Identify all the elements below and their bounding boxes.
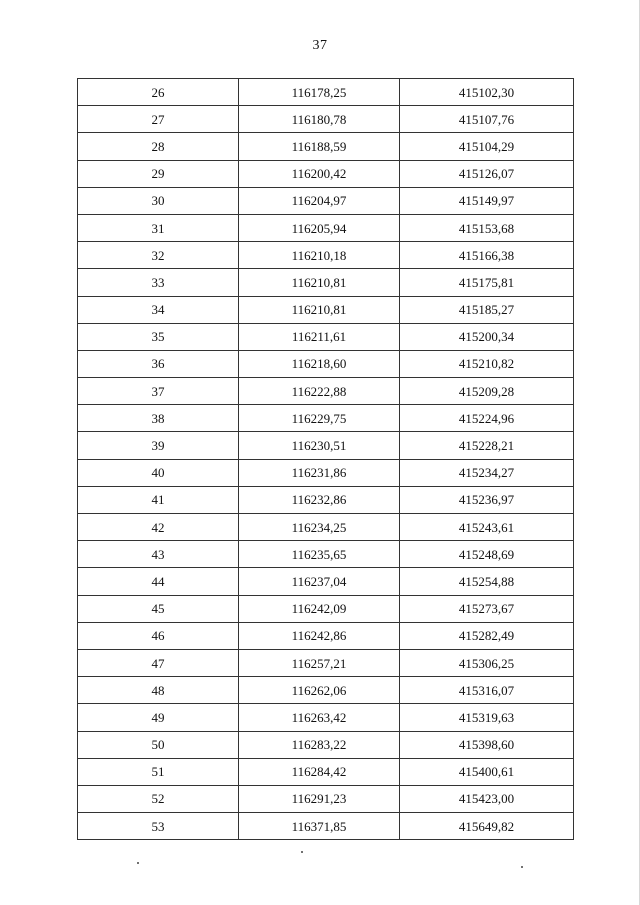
point-number-cell: 49	[78, 704, 239, 731]
table-row	[78, 704, 574, 731]
table-row	[78, 269, 574, 296]
point-number-cell: 26	[78, 79, 239, 106]
x-coordinate-cell: 116200,42	[239, 160, 400, 187]
x-coordinate-cell: 116218,60	[239, 350, 400, 377]
x-coordinate-cell: 116210,81	[239, 296, 400, 323]
table-row	[78, 541, 574, 568]
table-row	[78, 595, 574, 622]
table-row	[78, 296, 574, 323]
point-number-cell: 50	[78, 731, 239, 758]
x-coordinate-cell: 116188,59	[239, 133, 400, 160]
point-number-cell: 42	[78, 514, 239, 541]
point-number-cell: 36	[78, 350, 239, 377]
x-coordinate-cell: 116204,97	[239, 187, 400, 214]
x-coordinate-cell: 116178,25	[239, 79, 400, 106]
x-coordinate-cell: 116235,65	[239, 541, 400, 568]
x-coordinate-cell: 116234,25	[239, 514, 400, 541]
table-row	[78, 731, 574, 758]
scan-speck	[521, 866, 523, 868]
point-number-cell: 35	[78, 323, 239, 350]
y-coordinate-cell: 415273,67	[400, 595, 574, 622]
table-row	[78, 214, 574, 241]
x-coordinate-cell: 116257,21	[239, 649, 400, 676]
point-number-cell: 40	[78, 459, 239, 486]
y-coordinate-cell: 415175,81	[400, 269, 574, 296]
table-row	[78, 405, 574, 432]
y-coordinate-cell: 415210,82	[400, 350, 574, 377]
coordinates-table-body	[78, 79, 574, 840]
point-number-cell: 44	[78, 568, 239, 595]
y-coordinate-cell: 415316,07	[400, 677, 574, 704]
y-coordinate-cell: 415400,61	[400, 758, 574, 785]
point-number-cell: 37	[78, 378, 239, 405]
x-coordinate-cell: 116291,23	[239, 785, 400, 812]
point-number-cell: 38	[78, 405, 239, 432]
table-row	[78, 486, 574, 513]
table-row	[78, 106, 574, 133]
y-coordinate-cell: 415306,25	[400, 649, 574, 676]
x-coordinate-cell: 116284,42	[239, 758, 400, 785]
x-coordinate-cell: 116263,42	[239, 704, 400, 731]
table-row	[78, 323, 574, 350]
x-coordinate-cell: 116242,09	[239, 595, 400, 622]
scan-speck	[301, 851, 303, 853]
point-number-cell: 31	[78, 214, 239, 241]
table-row	[78, 187, 574, 214]
table-row	[78, 160, 574, 187]
table-row	[78, 622, 574, 649]
y-coordinate-cell: 415398,60	[400, 731, 574, 758]
y-coordinate-cell: 415224,96	[400, 405, 574, 432]
point-number-cell: 30	[78, 187, 239, 214]
table-row	[78, 813, 574, 840]
table-row	[78, 785, 574, 812]
point-number-cell: 33	[78, 269, 239, 296]
point-number-cell: 51	[78, 758, 239, 785]
scan-speck	[137, 862, 139, 864]
y-coordinate-cell: 415102,30	[400, 79, 574, 106]
y-coordinate-cell: 415319,63	[400, 704, 574, 731]
table-row	[78, 514, 574, 541]
table-row	[78, 568, 574, 595]
point-number-cell: 47	[78, 649, 239, 676]
point-number-cell: 48	[78, 677, 239, 704]
y-coordinate-cell: 415423,00	[400, 785, 574, 812]
table-row	[78, 649, 574, 676]
x-coordinate-cell: 116230,51	[239, 432, 400, 459]
coordinates-table	[77, 78, 574, 840]
point-number-cell: 39	[78, 432, 239, 459]
y-coordinate-cell: 415200,34	[400, 323, 574, 350]
y-coordinate-cell: 415149,97	[400, 187, 574, 214]
x-coordinate-cell: 116210,18	[239, 242, 400, 269]
x-coordinate-cell: 116371,85	[239, 813, 400, 840]
x-coordinate-cell: 116222,88	[239, 378, 400, 405]
x-coordinate-cell: 116210,81	[239, 269, 400, 296]
table-row	[78, 677, 574, 704]
x-coordinate-cell: 116211,61	[239, 323, 400, 350]
y-coordinate-cell: 415104,29	[400, 133, 574, 160]
y-coordinate-cell: 415107,76	[400, 106, 574, 133]
point-number-cell: 45	[78, 595, 239, 622]
y-coordinate-cell: 415649,82	[400, 813, 574, 840]
table-row	[78, 350, 574, 377]
point-number-cell: 43	[78, 541, 239, 568]
x-coordinate-cell: 116262,06	[239, 677, 400, 704]
point-number-cell: 32	[78, 242, 239, 269]
y-coordinate-cell: 415209,28	[400, 378, 574, 405]
y-coordinate-cell: 415254,88	[400, 568, 574, 595]
y-coordinate-cell: 415126,07	[400, 160, 574, 187]
table-row	[78, 432, 574, 459]
point-number-cell: 34	[78, 296, 239, 323]
y-coordinate-cell: 415236,97	[400, 486, 574, 513]
y-coordinate-cell: 415282,49	[400, 622, 574, 649]
x-coordinate-cell: 116229,75	[239, 405, 400, 432]
x-coordinate-cell: 116205,94	[239, 214, 400, 241]
page-number: 37	[312, 38, 328, 53]
y-coordinate-cell: 415248,69	[400, 541, 574, 568]
y-coordinate-cell: 415153,68	[400, 214, 574, 241]
table-row	[78, 242, 574, 269]
table-row	[78, 133, 574, 160]
y-coordinate-cell: 415166,38	[400, 242, 574, 269]
table-row	[78, 758, 574, 785]
y-coordinate-cell: 415243,61	[400, 514, 574, 541]
point-number-cell: 53	[78, 813, 239, 840]
x-coordinate-cell: 116237,04	[239, 568, 400, 595]
point-number-cell: 52	[78, 785, 239, 812]
y-coordinate-cell: 415234,27	[400, 459, 574, 486]
y-coordinate-cell: 415228,21	[400, 432, 574, 459]
x-coordinate-cell: 116231,86	[239, 459, 400, 486]
table-row	[78, 378, 574, 405]
y-coordinate-cell: 415185,27	[400, 296, 574, 323]
point-number-cell: 28	[78, 133, 239, 160]
table-row	[78, 79, 574, 106]
table-row	[78, 459, 574, 486]
x-coordinate-cell: 116232,86	[239, 486, 400, 513]
point-number-cell: 41	[78, 486, 239, 513]
x-coordinate-cell: 116242,86	[239, 622, 400, 649]
point-number-cell: 27	[78, 106, 239, 133]
point-number-cell: 46	[78, 622, 239, 649]
x-coordinate-cell: 116180,78	[239, 106, 400, 133]
x-coordinate-cell: 116283,22	[239, 731, 400, 758]
point-number-cell: 29	[78, 160, 239, 187]
